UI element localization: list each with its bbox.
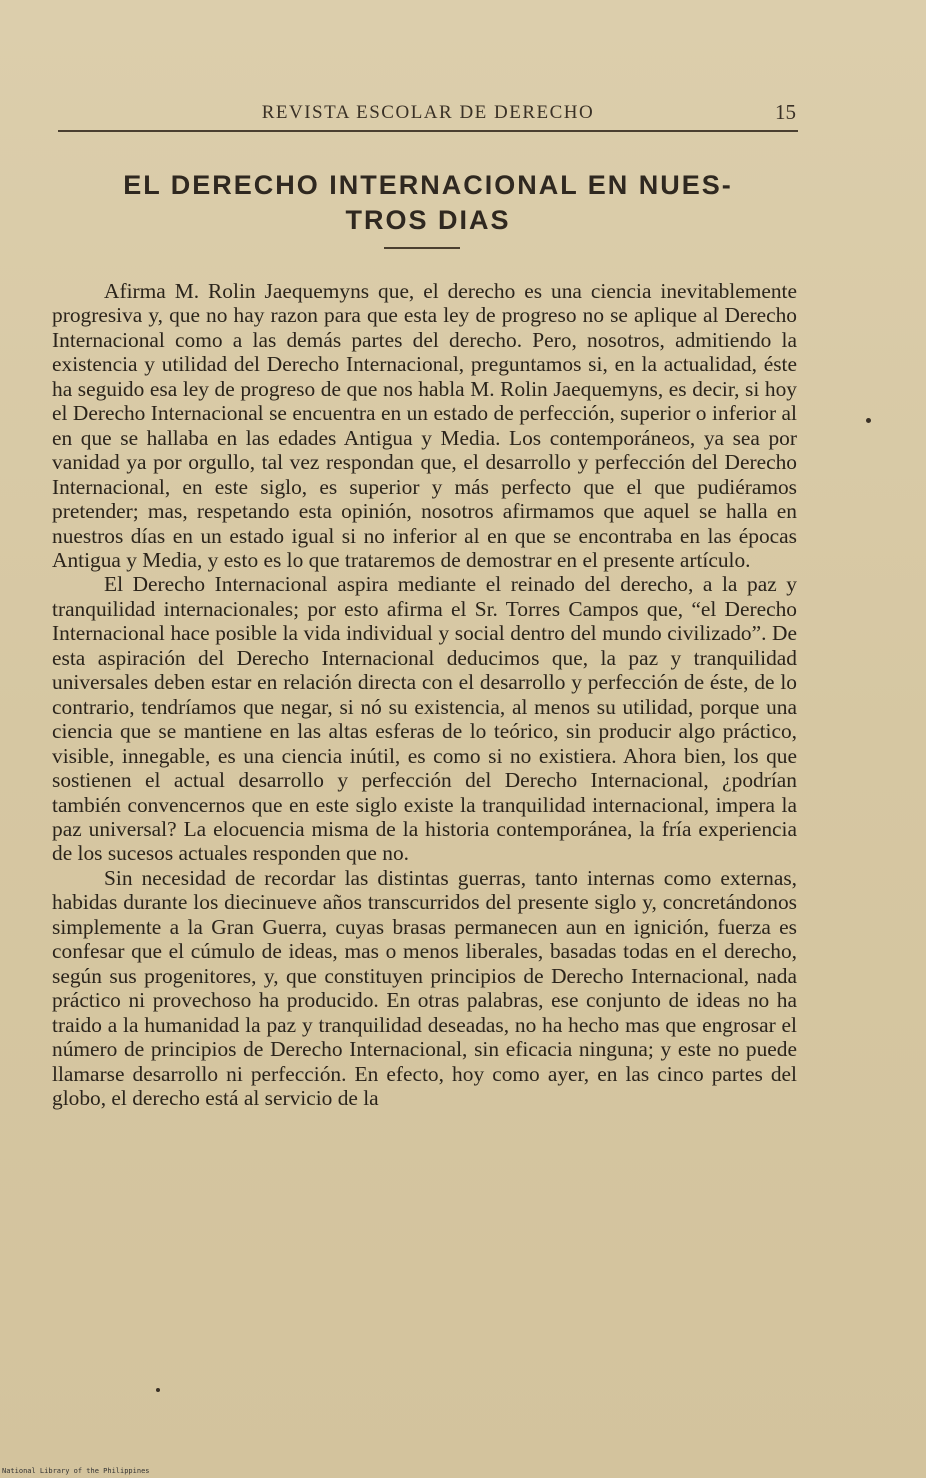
ink-speck	[156, 1388, 160, 1392]
article-body	[52, 279, 797, 1110]
running-head	[58, 98, 798, 132]
page-number: 15	[775, 100, 796, 124]
scan-credit: National Library of the Philippines	[2, 1467, 150, 1475]
title-divider	[384, 247, 460, 249]
ink-speck	[866, 418, 871, 423]
paragraph-3: Sin necesidad de recordar las distintas guerras, tanto internas como externas, habidas durante los diecinueve años transcurridos del presente siglo y, concretándonos simplemente a la Gran Guerra, cuyas brasas permanecen aun en ignición, fuerza es confesar que el cúmulo de ideas, mas o menos liberales, basadas todas en el derecho, según sus progenitores, y, que constituyen principios de Derecho Internacional, nada práctico ni provechoso ha producido. En otras palabras, ese conjunto de ideas no ha traido a la humanidad la paz y tranquilidad deseadas, no ha hecho mas que engrosar el número de principios de Derecho Internacional, sin eficacia ninguna; y este no puede llamarse desarrollo ni perfección. En efecto, hoy como ayer, en las cinco partes del globo, el derecho está al servicio de la	[52, 865, 797, 1110]
article-title-line-1: EL DERECHO INTERNACIONAL EN NUES-	[123, 170, 733, 200]
article-title	[58, 168, 798, 238]
article-title-line-2: TROS DIAS	[345, 205, 511, 235]
journal-title: REVISTA ESCOLAR DE DERECHO	[261, 102, 595, 123]
paragraph-2: El Derecho Internacional aspira mediante el reinado del derecho, a la paz y tranquilidad internacionales; por esto afirma el Sr. Torres Campos que, “el Derecho Internacional hace posible la vida individual y social dentro del mundo civilizado”. De esta aspiración del Derecho Internacional deducimos que, la paz y tranquilidad universales deben estar en relación directa con el desarrollo y perfección de éste, de lo contrario, tendríamos que negar, si nó su existencia, al menos su utilidad, porque una ciencia que se mantiene en las altas esferas de lo teórico, sin producir algo práctico, visible, innegable, es una ciencia inútil, es como si no existiera. Ahora bien, los que sostienen el actual desarrollo y perfección del Derecho Internacional, ¿podrían también convencernos que en este siglo existe la tranquilidad internacional, impera la paz universal? La elocuencia misma de la historia contemporánea, la fría experiencia de los sucesos actuales responden que no.	[52, 572, 797, 866]
paragraph-1: Afirma M. Rolin Jaequemyns que, el derecho es una ciencia inevitablemente progresiva y, que no hay razon para que esta ley de progreso no se aplique al Derecho Internacional como a las demás partes del derecho. Pero, nosotros, admitiendo la existencia y utilidad del Derecho Internacional, preguntamos si, en la actualidad, éste ha seguido esa ley de progreso de que nos habla M. Rolin Jaequemyns, es decir, si hoy el Derecho Internacional se encuentra en un estado de perfección, superior o inferior al en que se hallaba en las edades Antigua y Media. Los contemporáneos, ya sea por vanidad ya por orgullo, tal vez respondan que, el desarrollo y perfección del Derecho Internacional, en este siglo, es superior y más perfecto que el que pudiéramos pretender; mas, respetando esta opinión, nosotros afirmamos que aquel se halla en nuestros días en un estado igual si no inferior al en que se encontraba en las épocas Antigua y Media, y esto es lo que trataremos de demostrar en el presente artículo.	[52, 279, 797, 572]
